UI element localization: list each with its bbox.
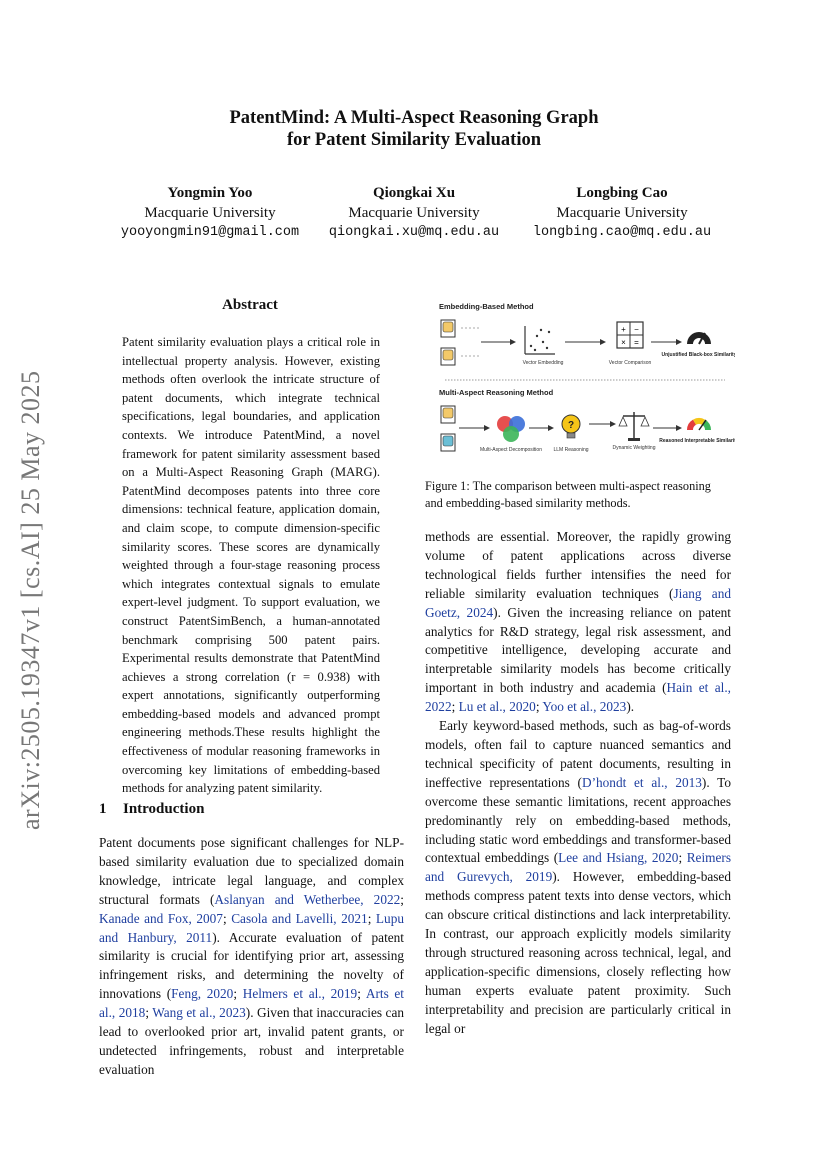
figure-label: LLM Reasoning — [553, 447, 589, 453]
figure-label: Vector Comparison — [608, 360, 652, 366]
paragraph: methods are essential. Moreover, the rapidly growing volume of patent applications across diverse technological fields further intensifies the need for reliable similarity evaluation techniques (Jiang and Goetz, 2024). Given the increasing reliance on patent analytics for R&D strategy, legal risk assessment, and competitive intelligence, developing accurate and interpretable similarity models has become critically important in both industry and academia (Hain et al., 2022; Lu et al., 2020; Yoo et al., 2023). — [425, 529, 731, 715]
black-gauge-icon — [687, 332, 711, 344]
section-number: 1 — [99, 801, 107, 817]
patent-document-icon — [441, 320, 455, 365]
citation[interactable]: Lupu and Hanbury, 2011 — [99, 910, 404, 945]
balance-scale-icon — [619, 412, 649, 441]
color-gauge-icon — [687, 418, 711, 430]
citation[interactable]: Yoo et al., 2023 — [542, 699, 627, 715]
figure-label: Multi-Aspect Decomposition — [480, 447, 542, 453]
svg-text:−: − — [634, 325, 639, 334]
column-1-text — [99, 834, 404, 1080]
scatter-plot-icon — [525, 326, 555, 354]
author-email[interactable]: yooyongmin91@gmail.com — [120, 225, 300, 240]
svg-text:×: × — [621, 338, 626, 347]
citation[interactable]: Helmers et al., 2019 — [242, 986, 358, 1002]
svg-text:=: = — [634, 338, 639, 347]
author-affiliation: Macquarie University — [556, 205, 688, 221]
author-affiliation: Macquarie University — [348, 205, 480, 221]
author-name: Longbing Cao — [576, 185, 668, 201]
abstract-heading: Abstract — [222, 297, 278, 313]
author-2 — [294, 183, 534, 243]
lightbulb-icon — [562, 415, 580, 438]
citation[interactable]: Arts et al., 2018 — [99, 986, 405, 1021]
calculator-icon — [617, 322, 643, 348]
citation[interactable]: Aslanyan and Wetherbee, 2022 — [214, 891, 401, 907]
figure-1 — [425, 296, 735, 476]
citation[interactable]: Wang et al., 2023 — [152, 1005, 246, 1021]
figure-1-diagram — [425, 296, 735, 476]
paper-title — [0, 107, 828, 151]
abstract-text: Patent similarity evaluation plays a critical role in intellectual property analysis. However, existing methods often overlook the intricate structure of patent documents, which integrate technical specifications, legal boundaries, and application contexts. We introduce PatentMind, a novel framework for patent similarity assessment based on a Multi-Aspect Reasoning Graph (MARG). PatentMind decomposes patents into three core dimensions: technical feature, application domain, and claim scope, to compute dimension-specific similarity scores. These scores are dynamically weighted through a four-stage reasoning process which integrates contextual signals to emulate expert-level judgment. To support evaluation, we construct PatentSimBench, a human-annotated benchmark comprising 500 patent pairs. Experimental results demonstrate that PatentMind achieves a strong correlation (r = 0.938) with expert annotations, significantly outperforming embedding-based models and advanced prompt engineering methods.These results highlight the effectiveness of modular reasoning frameworks in overcoming key limitations of embedding-based methods for analyzing patent similarity. — [122, 335, 380, 796]
citation[interactable]: D’hondt et al., 2013 — [581, 774, 702, 790]
paragraph: Patent documents pose significant challenges for NLP-based similarity evaluation due to specialized domain knowledge, intricate legal language, and complex structural formats (Aslanyan and Wetherbee, 2022; Kanade and Fox, 2007; Casola and Lavelli, 2021; Lupu and Hanbury, 2011). Accurate evaluation of patent similarity is crucial for identifying prior art, assessing infringement risks, and determining the novelty of innovations (Feng, 2020; Helmers et al., 2019; Arts et al., 2018; Wang et al., 2023). Given that inaccuracies can lead to overlooked prior art, invalid patent grants, or undetected infringements, robust and interpretable evaluation — [99, 835, 405, 1077]
figure-label: Dynamic Weighting — [612, 445, 656, 451]
arxiv-identifier: arXiv:2505.19347v1 [cs.AI] 25 May 2025 — [16, 370, 45, 830]
author-email[interactable]: qiongkai.xu@mq.edu.au — [328, 225, 500, 240]
citation[interactable]: Jiang and Goetz, 2024 — [425, 585, 731, 620]
author-name: Yongmin Yoo — [167, 185, 253, 201]
figure-bottom-title: Multi-Aspect Reasoning Method — [439, 388, 554, 397]
citation[interactable]: Lu et al., 2020 — [458, 699, 536, 715]
figure-label: Unjustified Black-box Similarity — [661, 352, 735, 358]
citation[interactable]: Hain et al., 2022 — [425, 680, 731, 715]
section-title: Introduction — [123, 801, 205, 817]
author-name: Qiongkai Xu — [372, 185, 456, 201]
author-affiliation: Macquarie University — [144, 205, 276, 221]
title-line-1: PatentMind: A Multi-Aspect Reasoning Graph — [229, 108, 599, 128]
venn-circles-icon — [497, 416, 525, 442]
paragraph: Early keyword-based methods, such as bag-of-words models, often fail to capture nuanced semantics and technical specificity of patent documents, resulting in ineffective representations (D’hondt et al., 2013). To overcome these semantic limitations, recent approaches predominantly rely on embedding-based methods, including static word embeddings and transformer-based contextual embeddings (Lee and Hsiang, 2020; Reimers and Gurevych, 2019). However, embedding-based methods compress patent texts into dense vectors, which can obscure critical distinctions and lack interpretability. In contrast, our approach explicitly models similarity through structured reasoning across technical, legal, and application-specific dimensions, closely reflecting how human experts evaluate patent proximity. Such interpretability and precision are particularly critical in legal or — [425, 718, 732, 1036]
figure-label: Reasoned Interpretable Similarity — [659, 438, 735, 444]
figure-top-title: Embedding-Based Method — [439, 302, 534, 311]
citation[interactable]: Lee and Hsiang, 2020 — [558, 850, 679, 866]
svg-text:+: + — [621, 325, 626, 334]
patent-document-icon — [441, 406, 455, 451]
author-3 — [502, 183, 742, 243]
author-email[interactable]: longbing.cao@mq.edu.au — [532, 225, 712, 240]
column-2-text — [425, 528, 731, 1038]
citation[interactable]: Kanade and Fox, 2007 — [99, 910, 223, 926]
figure-label: Vector Embedding — [522, 360, 564, 366]
citation[interactable]: Reimers and Gurevych, 2019 — [425, 850, 731, 885]
title-line-2: for Patent Similarity Evaluation — [286, 130, 542, 150]
svg-text:?: ? — [567, 420, 575, 431]
section-heading — [99, 801, 204, 818]
figure-caption: Figure 1: The comparison between multi-aspect reasoning and embedding-based similarity methods. — [425, 479, 711, 510]
citation[interactable]: Casola and Lavelli, 2021 — [231, 910, 368, 926]
citation[interactable]: Feng, 2020 — [171, 986, 234, 1002]
